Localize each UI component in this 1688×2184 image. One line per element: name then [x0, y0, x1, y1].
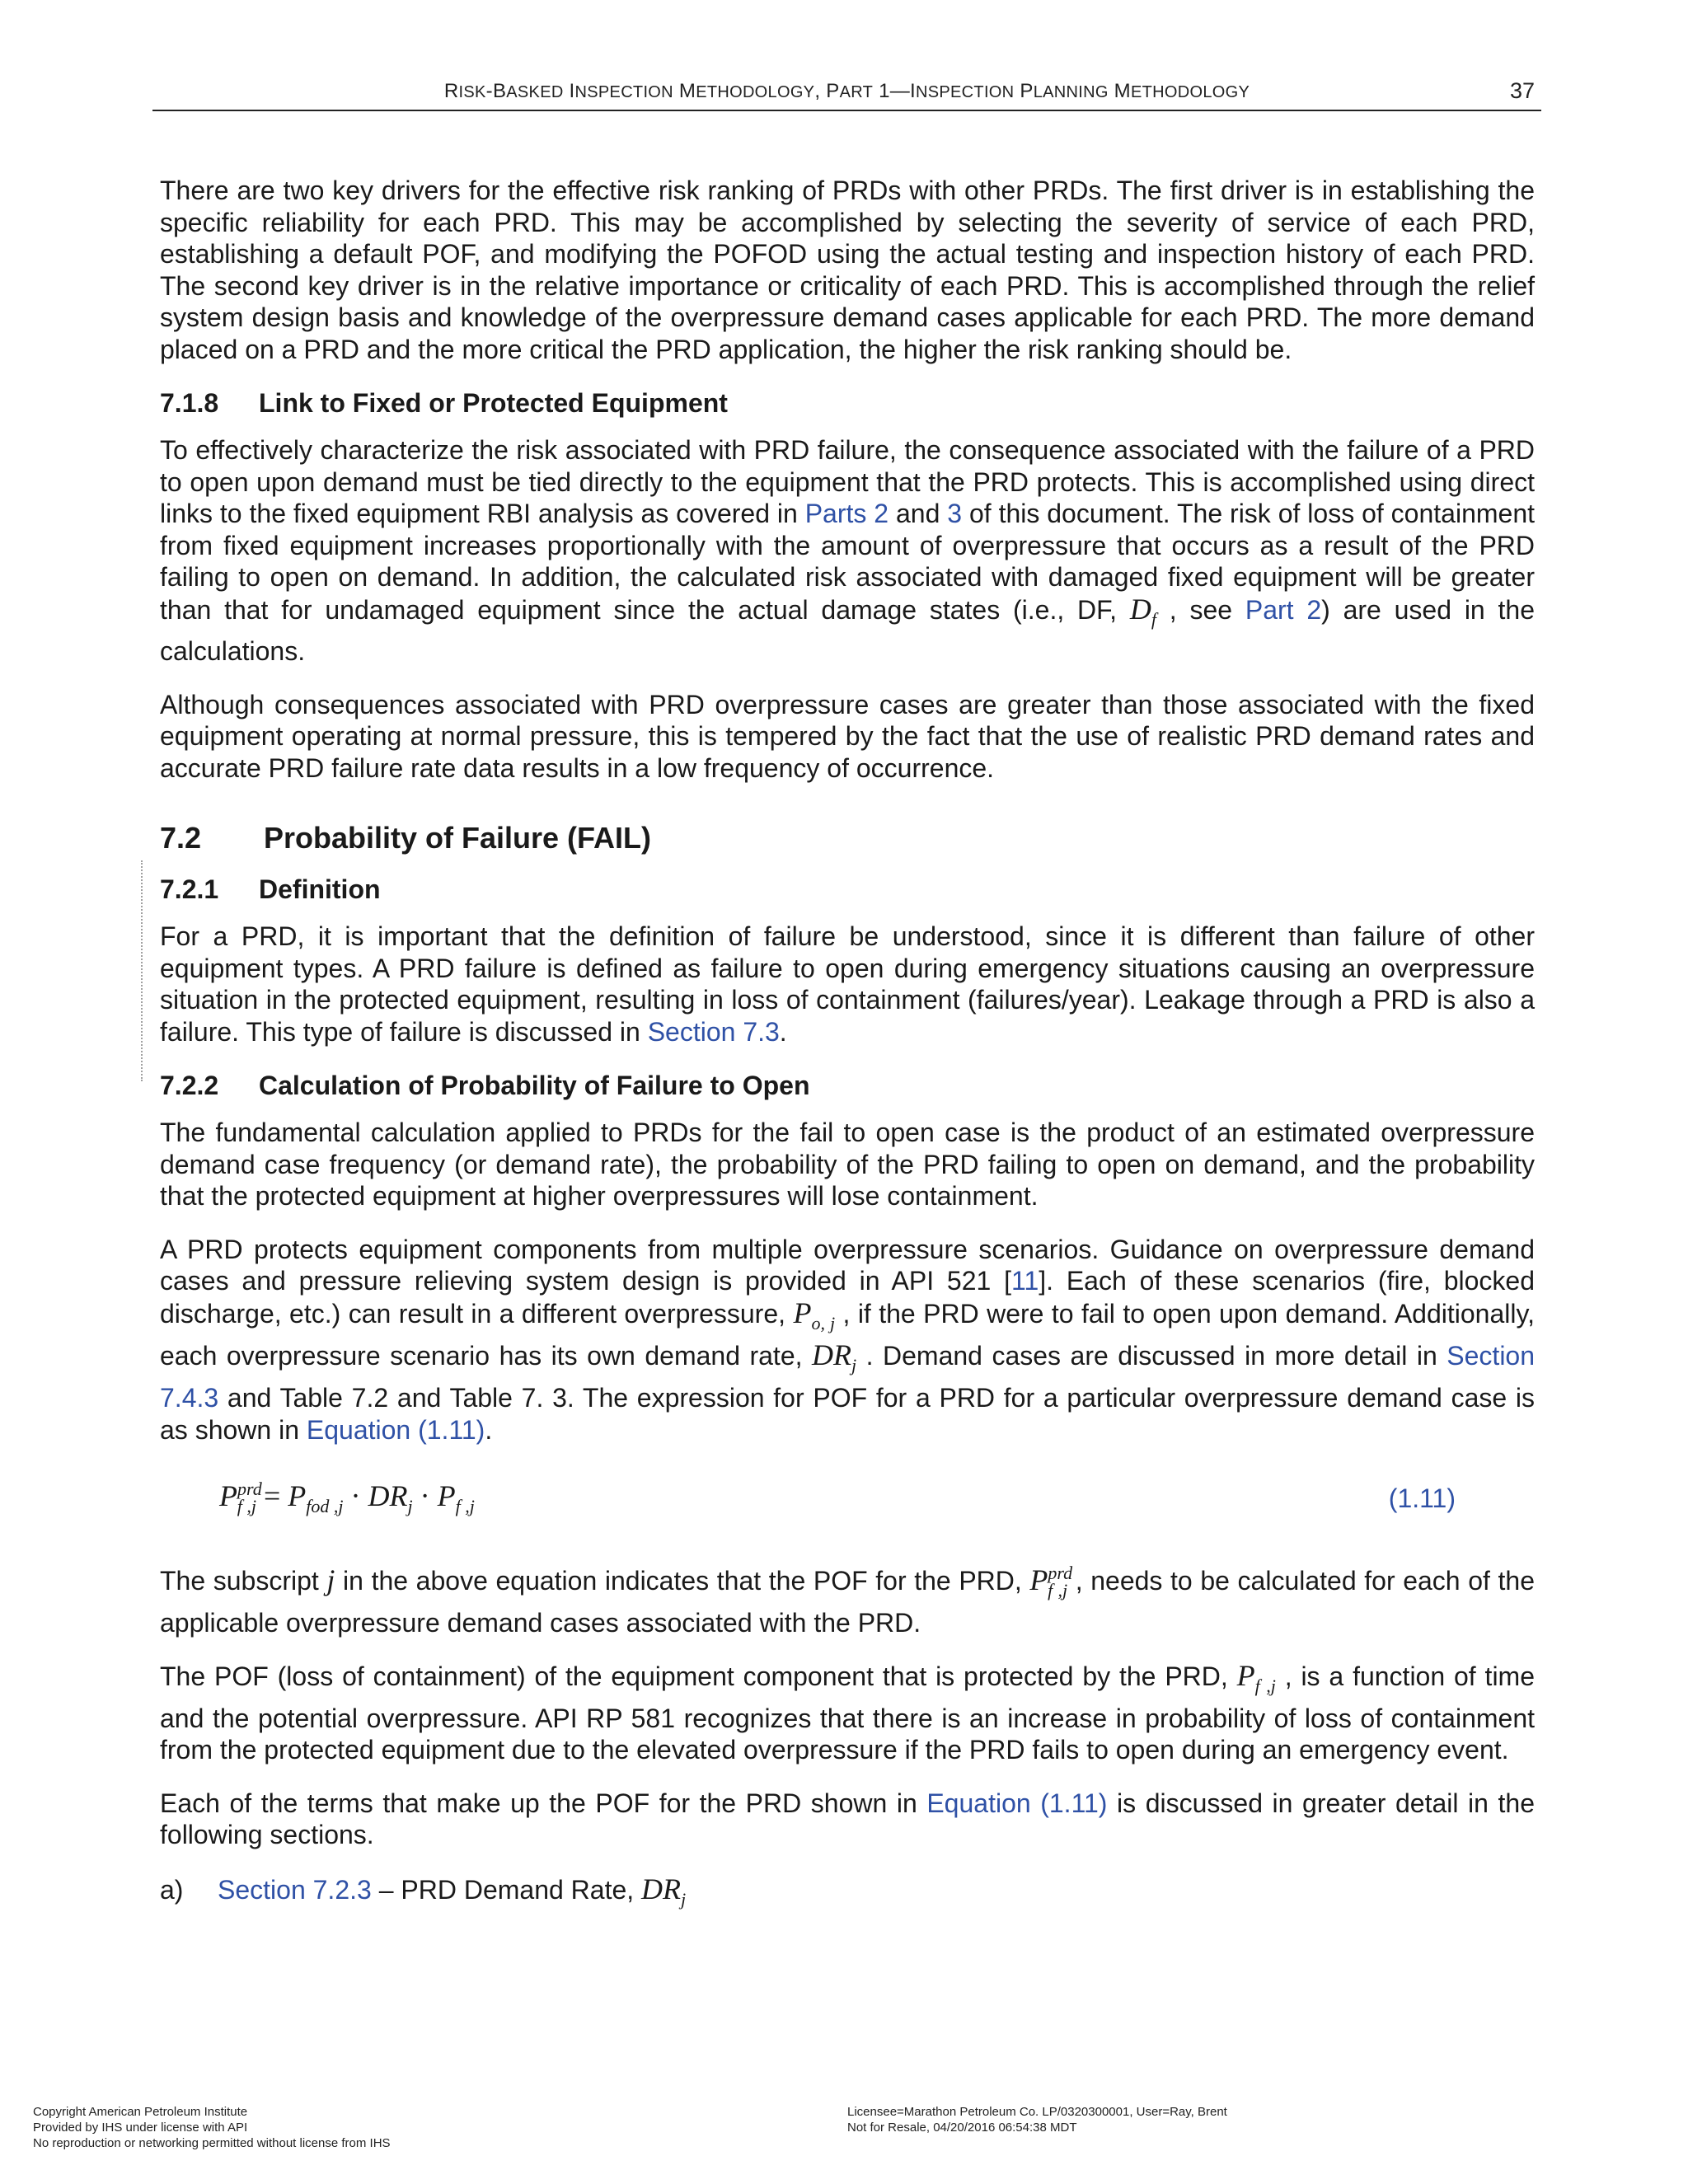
section-7-2-2-heading	[160, 1069, 1535, 1102]
symbol-overpressure: $P_{o, j}$	[793, 1296, 836, 1333]
link-section-7-2-3[interactable]: Section 7.2.3	[218, 1874, 372, 1905]
section-title: Probability of Failure (FAIL)	[264, 821, 652, 855]
symbol-demand-rate: $DR_j$	[812, 1338, 857, 1376]
list-item: a) Section 7.2.3 – PRD Demand Rate, $DR_j$	[160, 1872, 687, 1910]
section-7-2-1-heading	[160, 873, 1535, 906]
section-number: 7.2.2	[160, 1071, 219, 1101]
section-7-2-2-paragraph-1: The fundamental calculation applied to PRDs for the fail to open case is the product of an estimated overpressure demand case frequency (or demand rate), the probability of the PRD failing to open on demand, and the probability that the protected equipment at higher overpressures will lose containment.	[160, 1118, 1535, 1212]
link-equation-1-11[interactable]: Equation (1.11)	[306, 1414, 485, 1445]
symbol-demand-rate: $DR_j$	[641, 1872, 687, 1910]
section-title: Link to Fixed or Protected Equipment	[259, 388, 728, 418]
symbol-j: j	[326, 1563, 335, 1597]
page-content	[160, 175, 1535, 1916]
equation-1-11	[160, 1467, 1535, 1536]
section-number: 7.2.1	[160, 874, 219, 905]
equation-body: $P^{prd}_{f ,j} = P_{fod ,j} \cdot DR_j \cdot P_{f ,j}$	[219, 1479, 475, 1517]
section-7-1-8-heading	[160, 387, 1535, 419]
section-7-2-heading	[160, 820, 1535, 856]
footer-license: Licensee=Marathon Petroleum Co. LP/0320300001, User=Ray, Brent Not for Resale, 04/20/2016 06:54:38 MDT	[847, 2105, 1227, 2135]
running-header	[152, 78, 1541, 111]
intro-paragraph: There are two key drivers for the effective risk ranking of PRDs with other PRDs. The first driver is in establishing the specific reliability for each PRD. This may be accomplished by selecting the severity of service of each PRD, establishing a default POF, and modifying the POFOD using the actual testing and inspection history of each PRD. The second key driver is in the relative importance or criticality of each PRD. This is accomplished through the relief system design basis and knowledge of the overpressure demand cases applicable for each PRD. The more demand placed on a PRD and the more critical the PRD application, the higher the risk ranking should be.	[160, 176, 1535, 364]
link-section-7-4-3[interactable]: Section 7.4.3	[160, 1341, 1536, 1413]
header-title: RISK-BASKED INSPECTION METHODOLOGY, PART 1—INSPECTION PLANNING METHODOLOGY	[443, 80, 1250, 102]
symbol-pof-prd: $P^{prd}_{f ,j}$	[1029, 1563, 1073, 1601]
equation-number: (1.11)	[1388, 1483, 1456, 1514]
link-section-7-3[interactable]: Section 7.3	[647, 1016, 780, 1047]
section-title: Definition	[259, 874, 381, 905]
page-number: 37	[1509, 78, 1535, 103]
section-7-2-2-paragraph-5: Each of the terms that make up the POF for the PRD shown in Equation (1.11) is discussed in greater detail in the following sections.	[160, 1788, 1536, 1850]
reference-link-11[interactable]: 11	[1011, 1266, 1039, 1296]
symbol-damage-factor: $D_f$	[1129, 592, 1156, 630]
margin-dotted-rule	[141, 860, 143, 1081]
section-title: Calculation of Probability of Failure to Open	[259, 1071, 810, 1101]
section-7-1-8-paragraph-1: To effectively characterize the risk associated with PRD failure, the consequence associated with the failure of a PRD to open upon demand must be tied directly to the equipment that the PRD protects. This is accomplished using direct links to the fixed equipment RBI analysis as covered in Parts 2 and 3 of this document. The risk of loss of containment from fixed equipment increases proportionally with the amount of overpressure that occurs as a result of the PRD failing to open on demand. In addition, the calculated risk associated with damaged fixed equipment will be greater than that for undamaged equipment since the actual damage states (i.e., DF, $D_f$ , see Part 2) are used in the calculations.	[160, 435, 1536, 667]
section-7-2-2-paragraph-4: The POF (loss of containment) of the equipment component that is protected by the PRD, $P_{f ,j}$ , is a function of time and the potential overpressure. API RP 581 recognizes that there is an increase in probability of loss of containment from the protected equipment due to the elevated overpressure if the PRD fails to open during an emergency event.	[160, 1659, 1535, 1765]
link-parts-2[interactable]: Parts 2	[804, 499, 889, 528]
symbol-pof-equipment: $P_{f ,j}$	[1236, 1659, 1276, 1697]
link-equation-1-11[interactable]: Equation (1.11)	[926, 1788, 1108, 1818]
link-part-3[interactable]: 3	[947, 499, 963, 528]
section-7-1-8-paragraph-2: Although consequences associated with PRD overpressure cases are greater than those associated with the fixed equipment operating at normal pressure, this is tempered by the fact that the use of realistic PRD demand rates and accurate PRD failure rate data results in a low frequency of occurrence.	[160, 689, 1535, 783]
section-7-2-2-paragraph-3: The subscript j in the above equation indicates that the POF for the PRD, $P^{prd}_{f ,j}$ , needs to be calculated for each of the applicable overpressure demand cases associated with the PRD.	[160, 1563, 1536, 1638]
footer-copyright: Copyright American Petroleum Institute Provided by IHS under license with API No reproduction or networking permitted without license from IHS	[33, 2105, 391, 2150]
section-number: 7.2	[160, 821, 202, 855]
section-number: 7.1.8	[160, 388, 219, 418]
list-marker: a)	[160, 1874, 184, 1905]
link-part-2[interactable]: Part 2	[1245, 594, 1322, 625]
section-7-2-2-paragraph-2: A PRD protects equipment components from multiple overpressure scenarios. Guidance on overpressure demand cases and pressure relieving system design is provided in API 521 [11]. Each of these scenarios (fire, blocked discharge, etc.) can result in a different overpressure, $P_{o, j}$ , if the PRD were to fail to open upon demand. Additionally, each overpressure scenario has its own demand rate, $DR_j$ . Demand cases are discussed in more detail in Section 7.4.3 and Table 7.2 and Table 7. 3. The expression for POF for a PRD for a particular overpressure demand case is as shown in Equation (1.11).	[160, 1234, 1536, 1445]
section-7-2-1-paragraph: For a PRD, it is important that the definition of failure be understood, since it is different than failure of other equipment types. A PRD failure is defined as failure to open during emergency situations causing an overpressure situation in the protected equipment, resulting in loss of containment (failures/year). Leakage through a PRD is also a failure. This type of failure is discussed in Section 7.3.	[160, 921, 1535, 1047]
